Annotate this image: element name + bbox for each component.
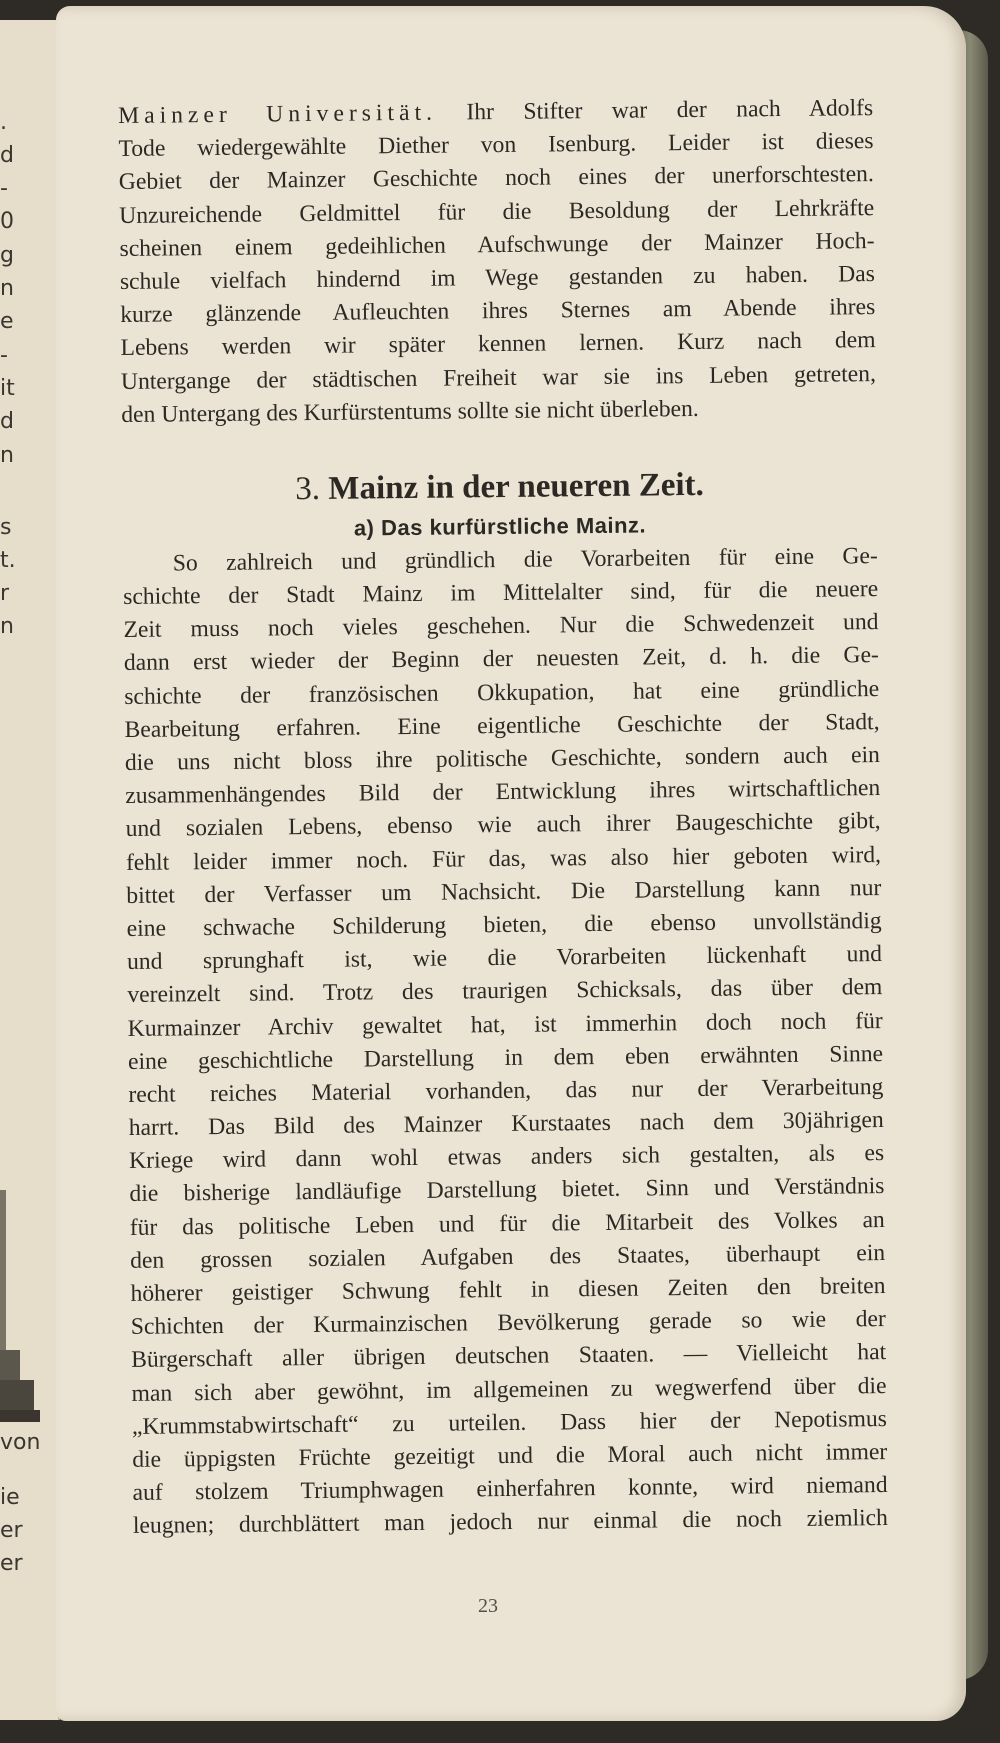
paragraph2-line: leugnen; durchblättert man jedoch nur einmal die noch ziemlich xyxy=(132,1505,889,1540)
paragraph2-line: man sich aber gewöhnt, im allgemeinen zu wegwerfend über die xyxy=(131,1372,887,1407)
spaced-university-text: Mainzer Universität. xyxy=(118,99,438,129)
paragraph2-line: Bürgerschaft aller übrigen deutschen Staaten. — Vielleicht hat xyxy=(131,1339,887,1374)
paragraph2-line: harrt. Das Bild des Mainzer Kurstaates nach dem 30jährigen xyxy=(128,1107,884,1142)
section-subheading: a) Das kurfürstliche Mainz. xyxy=(353,512,647,541)
left-page-fragment: - xyxy=(0,176,8,201)
paragraph2-line: Kurmainzer Archiv gewaltet hat, ist immerhin doch noch für xyxy=(127,1007,883,1042)
paragraph2-line: vereinzelt sind. Trotz des traurigen Schicksals, das über dem xyxy=(127,974,883,1009)
paragraph2-line: für das politische Leben und für die Mitarbeit des Volkes an xyxy=(129,1206,885,1241)
paragraph1-line: Lebens werden wir später kennen lernen. Kurz nach dem xyxy=(120,327,876,362)
left-page-fragment: r xyxy=(0,581,10,606)
paragraph2-line: Kriege wird dann wohl etwas anders sich gestalten, als es xyxy=(128,1140,885,1175)
paragraph1-line: Untergange der städtischen Freiheit war sie ins Leben getreten, xyxy=(120,360,877,395)
paragraph1-line: schule vielfach hindernd im Wege gestanden zu haben. Das xyxy=(119,261,875,295)
left-page-fragment: 0 xyxy=(0,209,14,234)
paragraph2-line: eine schwache Schilderung bieten, die ebenso unvollständig xyxy=(126,907,882,942)
paragraph1-line-1: Mainzer Universität. Ihr Stifter war der nach Adolfs xyxy=(118,95,874,129)
page-text xyxy=(118,92,888,1543)
left-page-fragment: ie xyxy=(0,1485,20,1510)
left-page-fragment: it xyxy=(0,376,15,401)
left-page-fragment: e xyxy=(0,309,14,334)
paragraph2-line: höherer geistiger Schwung fehlt in diesen Zeiten den breiten xyxy=(130,1273,886,1307)
paragraph2-line: die üppigsten Früchte gezeitigt und die Moral auch nicht immer xyxy=(132,1438,888,1473)
section-heading: 3. Mainz in der neueren Zeit. xyxy=(295,466,704,508)
left-page-fragment: n xyxy=(0,443,14,468)
paragraph2-line: die bisherige landläufige Darstellung bietet. Sinn und Verständnis xyxy=(129,1173,885,1208)
paragraph1-line: Unzureichende Geldmittel für die Besoldung der Lehrkräfte xyxy=(119,194,875,229)
left-page-fragment: - xyxy=(0,343,8,368)
paragraph1-line: kurze glänzende Aufleuchten ihres Sternes am Abende ihres xyxy=(120,294,876,329)
paragraph2-line: fehlt leider immer noch. Für das, was also hier geboten wird, xyxy=(125,841,882,876)
left-page-fragment: t. xyxy=(0,548,16,573)
page-number: 23 xyxy=(478,1595,498,1617)
paragraph-1 xyxy=(118,125,876,432)
paragraph2-line: bittet der Verfasser um Nachsicht. Die Darstellung kann nur xyxy=(126,874,882,909)
paragraph2-line: Zeit muss noch vieles geschehen. Nur die Schwedenzeit und xyxy=(123,609,879,644)
paragraph-2 xyxy=(123,540,888,1543)
left-page-illustration-fragment xyxy=(0,1190,40,1430)
paragraph2-line: und sprunghaft ist, wie die Vorarbeiten lückenhaft und xyxy=(126,941,883,976)
paragraph2-line: „Krummstabwirtschaft“ zu urteilen. Dass hier der Nepotismus xyxy=(131,1405,887,1440)
paragraph1-line: Tode wiedergewählte Diether von Isenburg. Leider ist dieses xyxy=(118,128,874,163)
left-page-fragment: von xyxy=(0,1430,41,1455)
left-page-fragment: n xyxy=(0,614,14,639)
paragraph2-line: und sozialen Lebens, ebenso wie auch ihrer Baugeschichte gibt, xyxy=(125,808,881,843)
paragraph2-line: die uns nicht bloss ihre politische Geschichte, sondern auch ein xyxy=(124,742,881,776)
paragraph1-line: scheinen einem gedeihlichen Aufschwunge der Mainzer Hoch- xyxy=(119,227,875,262)
paragraph2-line: recht reiches Material vorhanden, das nur der Verarbeitung xyxy=(128,1073,884,1108)
paragraph2-line: eine geschichtliche Darstellung in dem eben erwähnten Sinne xyxy=(127,1040,884,1075)
paragraph2-line: den grossen sozialen Aufgaben des Staates, überhaupt ein xyxy=(130,1239,886,1274)
paragraph2-line: schichte der Stadt Mainz im Mittelalter sind, für die neuere xyxy=(123,576,879,611)
paragraph2-line: Bearbeitung erfahren. Eine eigentliche Geschichte der Stadt, xyxy=(124,708,880,743)
left-page-fragment: d xyxy=(0,143,14,168)
paragraph2-line: auf stolzem Triumphwagen einherfahren konnte, wird niemand xyxy=(132,1472,888,1507)
left-page-edge xyxy=(0,20,60,1720)
left-page-fragment: s xyxy=(0,515,12,540)
left-page-fragment: g xyxy=(0,243,14,268)
left-page-fragment: er xyxy=(0,1551,23,1576)
paragraph2-line: Schichten der Kurmainzischen Bevölkerung gerade so wie der xyxy=(130,1306,886,1341)
left-page-fragment: n xyxy=(0,276,14,301)
paragraph1-line: den Untergang des Kurfürstentums sollte sie nicht überleben. xyxy=(121,395,699,428)
left-page-fragment: er xyxy=(0,1518,23,1543)
left-page-fragment: . xyxy=(0,110,7,135)
paragraph1-line: Gebiet der Mainzer Geschichte noch eines der unerforschtesten. xyxy=(118,161,874,196)
paragraph2-line: So zahlreich und gründlich die Vorarbeiten für eine Ge- xyxy=(172,542,878,577)
paragraph2-line: dann erst wieder der Beginn der neuesten Zeit, d. h. die Ge- xyxy=(123,642,879,677)
paragraph2-line: schichte der französischen Okkupation, hat eine gründliche xyxy=(124,675,880,710)
paragraph2-line: zusammenhängendes Bild der Entwicklung ihres wirtschaftlichen xyxy=(125,775,881,810)
left-page-fragment: d xyxy=(0,409,14,434)
